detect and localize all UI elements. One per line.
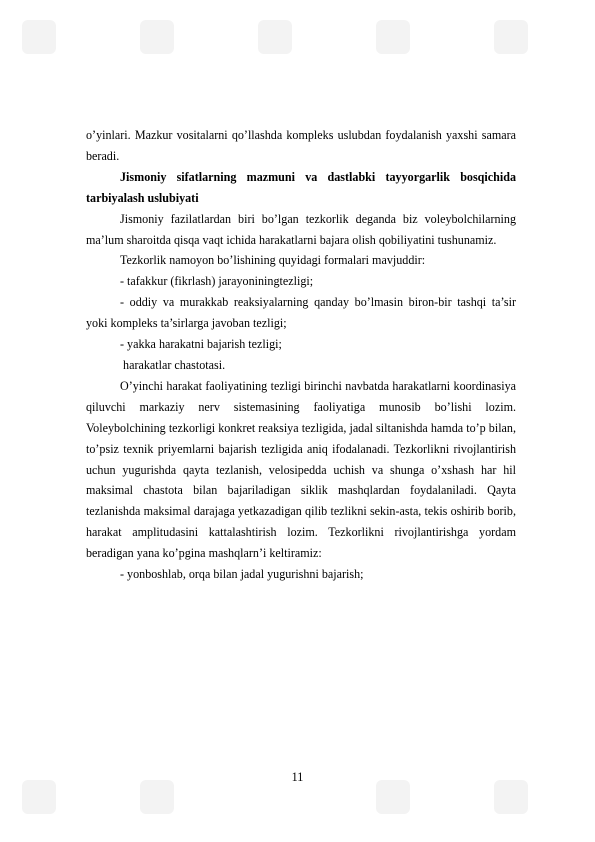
list-item: - oddiy va murakkab reaksiyalarning qanday bo’lmasin biron-bir tashqi ta’sir yoki kompleks ta’sirlarga javoban tezligi; [86, 295, 516, 331]
page-body [86, 125, 516, 585]
paragraph-forms-intro: Tezkorlik namoyon bo’lishining quyidagi formalari mavjuddir: [120, 253, 426, 268]
list-item: harakatlar chastotasi. [120, 357, 226, 372]
paragraph-continuation: o’yinlari. Mazkur vositalarni qo’llashda kompleks uslubdan foydalanish yaxshi samara beradi. [86, 128, 516, 163]
list-item: - tafakkur (fikrlash) jarayoniningtezligi; [120, 274, 314, 289]
page-number: 11 [291, 770, 304, 784]
list-item: - yakka harakatni bajarish tezligi; [120, 337, 282, 352]
paragraph-speed-development: O’yinchi harakat faoliyatining tezligi birinchi navbatda harakatlarni koordinasiya qiluvchi markaziy nerv sistemasining faoliyatiga munosib bo’lishi lozim. Voleybolchining tezkorligi konkret reaksiya tezligida, jadal siltanishda hamda to’p bilan, to’psiz texnik priyemlarni bajarish tezligida aniq ifodalanadi. Tezkorlikni rivojlantirish uchun yugurishda qayta tezlanish, velosipedda uchish va shunga o’xshash har hil maksimal chastota bilan bajariladigan siklik mashqlardan foydalaniladi. Qayta tezlanishda maksimal darajaga yetkazadigan qilib tezlikni sekin-asta, tekis oshirib borib, harakat amplitudasini kattalashtirish lozim. Tezkorlikni rivojlantirishga yordam beradigan yana ko’pgina mashqlarn’i keltiramiz: [86, 378, 516, 561]
list-item: - yonboshlab, orqa bilan jadal yugurishni bajarish; [120, 567, 364, 582]
paragraph-speed-definition: Jismoniy fazilatlardan biri bo’lgan tezkorlik deganda biz voleybolchilarning ma’lum sharoitda qisqa vaqt ichida harakatlarni bajara olish qobiliyatini tushunamiz. [86, 211, 516, 247]
section-heading: Jismoniy sifatlarning mazmuni va dastlabki tayyorgarlik bosqichida tarbiyalash uslubiyati [86, 169, 516, 205]
